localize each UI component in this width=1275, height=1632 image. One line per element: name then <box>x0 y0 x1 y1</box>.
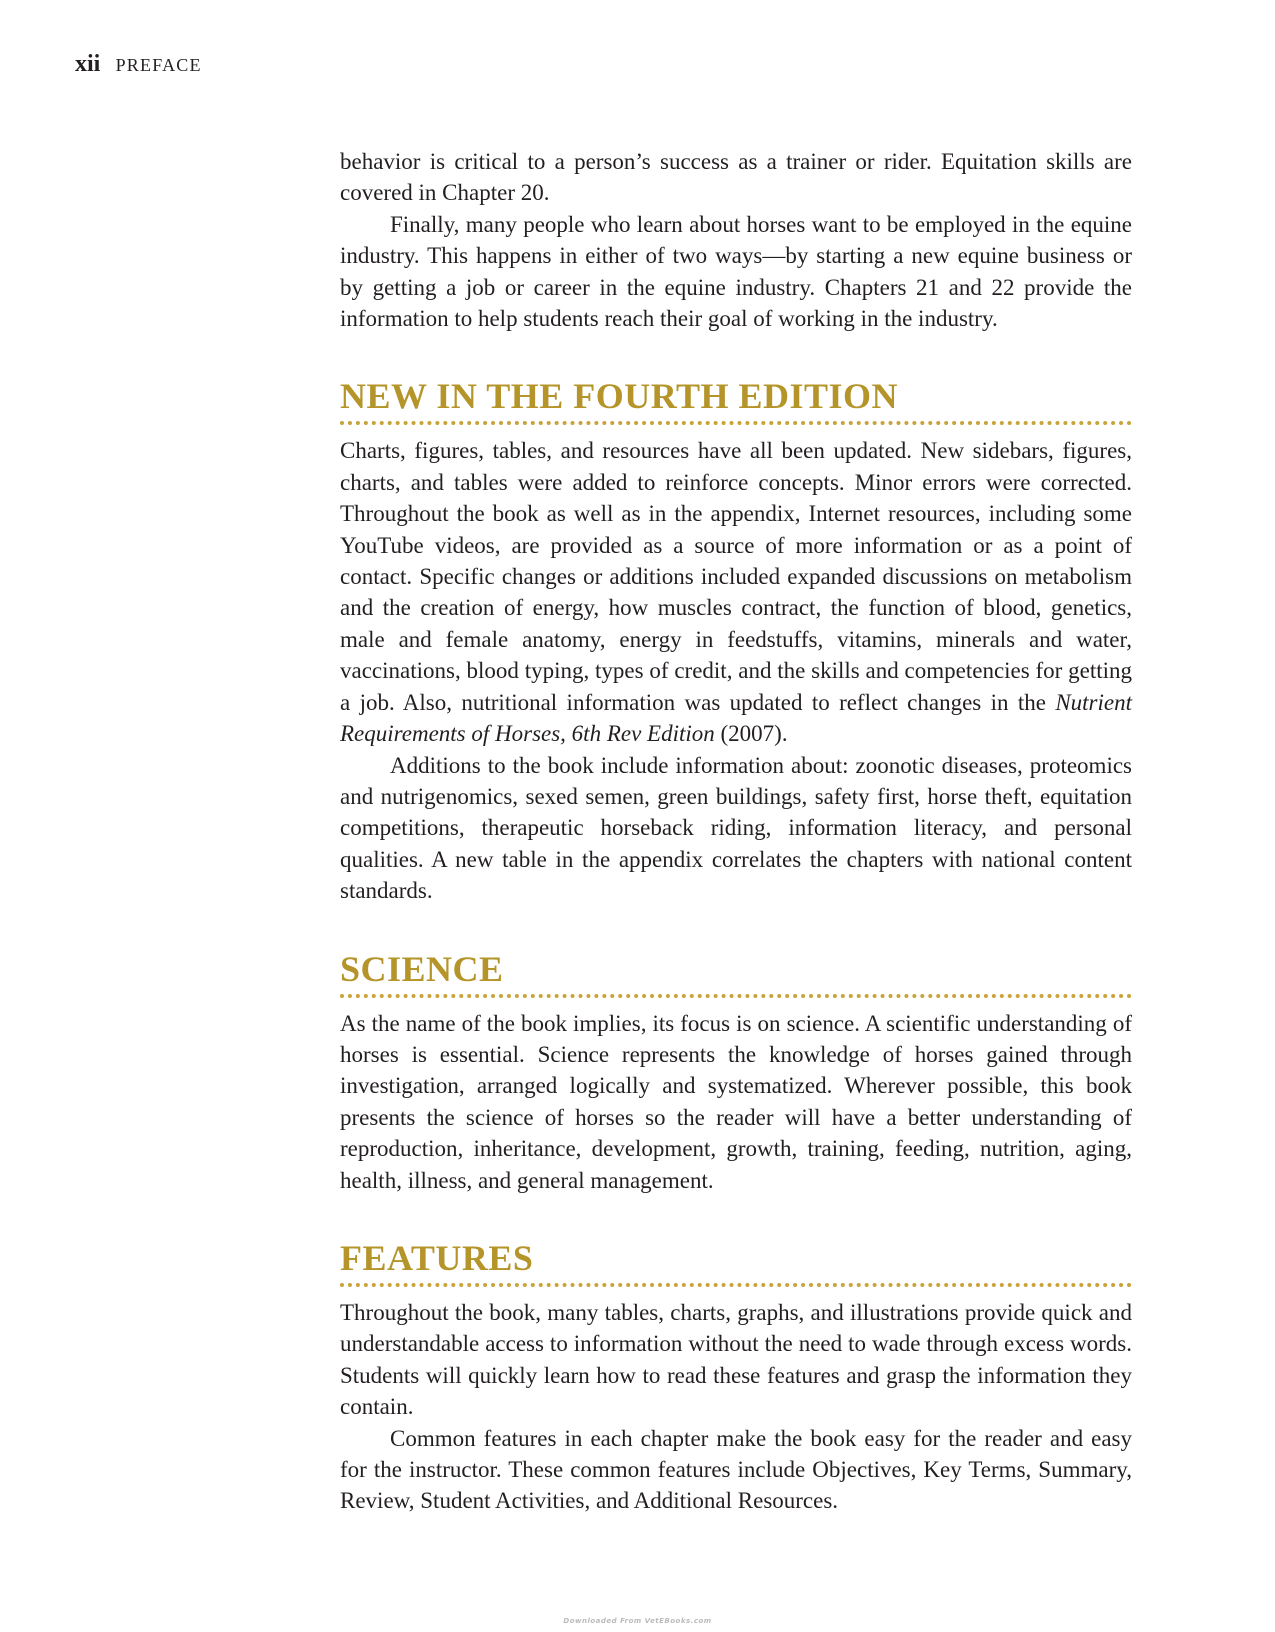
new-edition-section <box>340 378 1132 906</box>
new-edition-paragraph-2: Additions to the book include information about: zoonotic diseases, proteomics and nutrigenomics, sexed semen, green buildings, safety first, horse theft, equitation competitions, therapeutic horseback riding, information literacy, and personal qualities. A new table in the appendix correlates the chapters with national content standards. <box>340 752 1132 904</box>
features-paragraph-2: Common features in each chapter make the book easy for the reader and easy for the instructor. These common features include Objectives, Key Terms, Summary, Review, Student Activities, and Additional Resources. <box>340 1425 1132 1514</box>
new-edition-text-before: Charts, figures, tables, and resources have all been updated. New sidebars, figures, charts, and tables were added to reinforce concepts. Minor errors were corrected. Throughout the book as well as in the appendix, Internet resources, including some YouTube videos, are provided as a source of more information or as a point of contact. Specific changes or additions included expanded discussions on metabolism and the creation of energy, how muscles contract, the function of blood, genetics, male and female anatomy, energy in feedstuffs, vitamins, minerals and water, vaccinations, blood typing, types of credit, and the skills and competencies for getting a job. Also, nutritional information was updated to reflect changes in the <box>340 438 1132 715</box>
intro-paragraph-2: Finally, many people who learn about horses want to be employed in the equine industry. This happens in either of two ways—by starting a new equine business or by getting a job or career in the equine industry. Chapters 21 and 22 provide the information to help students reach their goal of working in the industry. <box>340 211 1132 332</box>
intro-paragraph-1: behavior is critical to a person’s success as a trainer or rider. Equitation skills are covered in Chapter 20. <box>340 149 1132 206</box>
section-heading-new-edition: NEW IN THE FOURTH EDITION <box>340 378 1132 425</box>
running-head <box>75 52 202 76</box>
main-content <box>340 146 1132 1517</box>
download-watermark: Downloaded From VetEBooks.com <box>563 1617 712 1625</box>
new-edition-paragraph-1 <box>340 435 1132 749</box>
running-head-section: PREFACE <box>115 55 202 75</box>
features-section <box>340 1237 1132 1517</box>
book-title-citation: Nutrient Requirements of Horses, 6th Rev Edition <box>340 689 1132 747</box>
page-number: xii <box>75 51 101 77</box>
section-heading-features: FEATURES <box>340 1240 1132 1287</box>
features-paragraph-1: Throughout the book, many tables, charts, graphs, and illustrations provide quick and understandable access to information without the need to wade through excess words. Students will quickly learn how to read these features and grasp the information they contain. <box>340 1299 1132 1420</box>
intro-section <box>340 146 1132 334</box>
science-section <box>340 948 1132 1196</box>
new-edition-text-after: (2007). <box>714 721 788 747</box>
section-heading-science: SCIENCE <box>340 951 1132 998</box>
science-paragraph-1: As the name of the book implies, its focus is on science. A scientific understanding of horses is essential. Science represents the knowledge of horses gained through investigation, arranged logically and systematized. Wherever possible, this book presents the science of horses so the reader will have a better understanding of reproduction, inheritance, development, growth, training, feeding, nutrition, aging, health, illness, and general management. <box>340 1010 1132 1193</box>
